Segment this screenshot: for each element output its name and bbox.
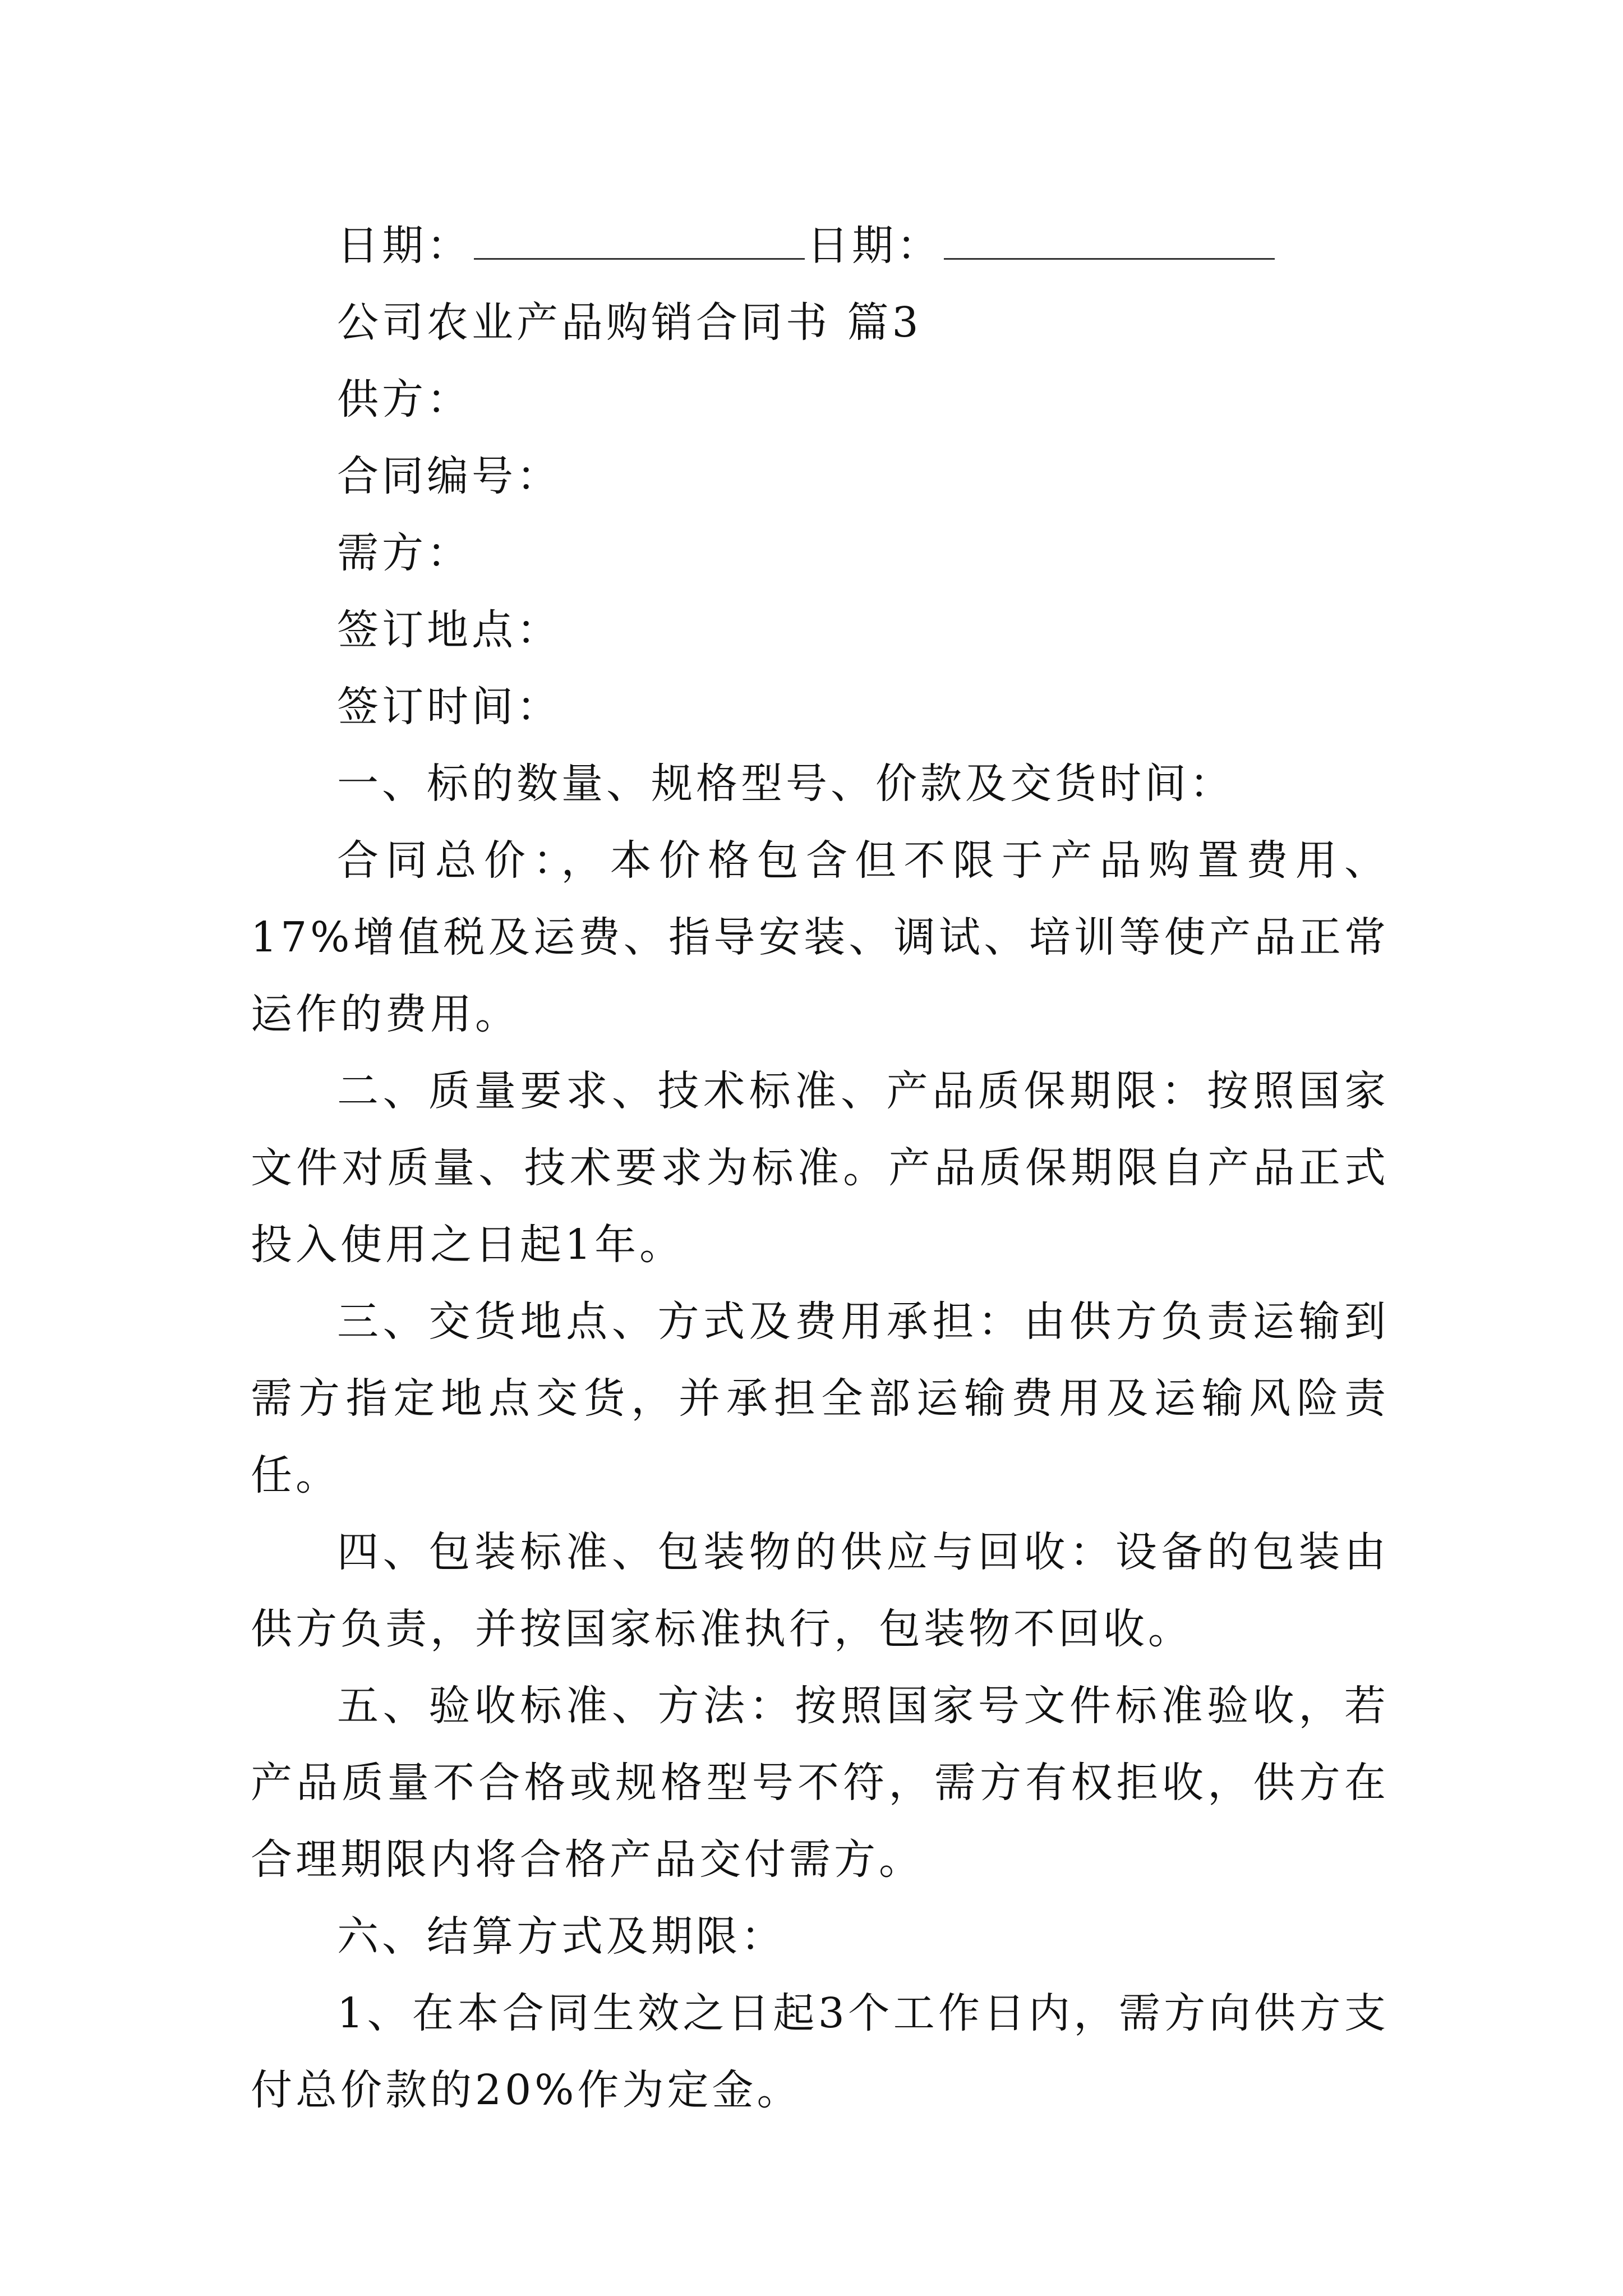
field-signing-time: 签订时间：: [337, 683, 561, 731]
field-supplier: 供方：: [337, 375, 472, 424]
date-blank-right: [944, 217, 1275, 260]
section-6-heading: 六、结算方式及期限：: [337, 1912, 786, 1961]
field-buyer: 需方：: [337, 529, 472, 577]
section-1-heading: 一、标的数量、规格型号、价款及交货时间：: [337, 760, 1234, 808]
date-label-left: 日期：: [337, 222, 472, 270]
field-signing-place: 签订地点：: [337, 606, 561, 654]
document-content: [251, 208, 1389, 2129]
section-4-packaging: 四、包装标准、包装物的供应与回收：设备的包装由供方负责，并按国家标准执行，包装物不回收。: [251, 1528, 1389, 1653]
section-5-acceptance: 五、验收标准、方法：按照国家号文件标准验收，若产品质量不合格或规格型号不符，需方有权拒收，供方在合理期限内将合格产品交付需方。: [251, 1682, 1389, 1884]
signature-date-row: [251, 208, 1389, 284]
section-3-delivery: 三、交货地点、方式及费用承担：由供方负责运输到需方指定地点交货，并承担全部运输费用及运输风险责任。: [251, 1297, 1389, 1499]
section-1-total-price: 合同总价：，本价格包含但不限于产品购置费用、17%增值税及运费、指导安装、调试、培训等使产品正常运作的费用。: [251, 836, 1389, 1038]
field-contract-number: 合同编号：: [337, 452, 561, 500]
date-blank-left: [474, 217, 805, 260]
section-2-quality: 二、质量要求、技术标准、产品质保期限：按照国家文件对质量、技术要求为标准。产品质保期限自产品正式投入使用之日起1年。: [251, 1067, 1389, 1269]
section-6-item-1: 1、在本合同生效之日起3个工作日内，需方向供方支付总价款的20%作为定金。: [251, 1989, 1389, 2114]
contract-title: 公司农业产品购销合同书 篇3: [337, 298, 922, 347]
date-label-right: 日期：: [807, 222, 942, 270]
